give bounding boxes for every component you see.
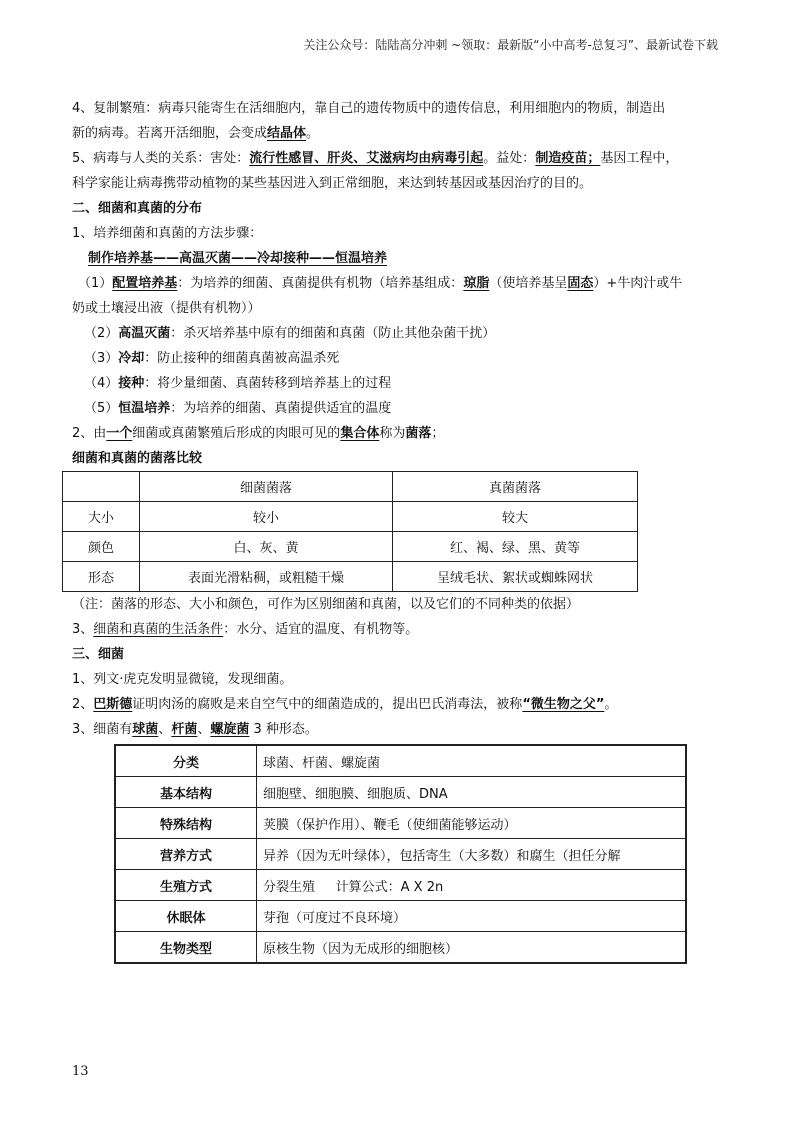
text: 。 bbox=[306, 126, 320, 141]
term-pasteur: 巴斯德 bbox=[93, 697, 133, 712]
text: 、 bbox=[158, 722, 172, 737]
term-step5: 恒温培养 bbox=[118, 401, 171, 416]
term-colony: 菌落 bbox=[405, 426, 432, 441]
table-value: 异养（因为无叶绿体），包括寄生（大多数）和腐生（担任分解 bbox=[257, 839, 687, 870]
table-value: 荚膜（保护作用）、鞭毛（使细菌能够运动） bbox=[257, 808, 687, 839]
table-key: 基本结构 bbox=[115, 777, 257, 808]
term-one: 一个 bbox=[106, 426, 133, 441]
table-value: 细胞壁、细胞膜、细胞质、DNA bbox=[257, 777, 687, 808]
virus-p4-line1: 4、复制繁殖：病毒只能寄生在活细胞内，靠自己的遗传物质中的遗传信息，利用细胞内的物质，制造出 bbox=[72, 101, 666, 116]
bacteria-p2 bbox=[72, 692, 732, 717]
text: 。 bbox=[604, 697, 618, 712]
virus-p5-line2: 科学家能让病毒携带动植物的某些基因进入到正常细胞，来达到转基因或基因治疗的目的。 bbox=[72, 176, 593, 191]
step-3 bbox=[72, 346, 732, 371]
text: （3） bbox=[84, 351, 119, 366]
table-cell: 形态 bbox=[63, 562, 140, 592]
step-4 bbox=[72, 371, 732, 396]
table-cell: 红、褐、绿、黑、黄等 bbox=[393, 532, 638, 562]
table-cell: 细菌菌落 bbox=[140, 472, 393, 502]
step-1-line1 bbox=[72, 271, 732, 296]
text: ：为培养的细菌、真菌提供适宜的温度 bbox=[170, 401, 392, 416]
section3-title: 三、细菌 bbox=[72, 647, 125, 662]
table-row bbox=[115, 839, 686, 870]
term-spirillum: 螺旋菌 bbox=[210, 722, 250, 737]
page-number: 13 bbox=[72, 1064, 89, 1079]
text: ：为培养的细菌、真菌提供有机物（培养基组成： bbox=[177, 276, 464, 291]
table-value: 球菌、杆菌、螺旋菌 bbox=[257, 745, 687, 777]
text: （2） bbox=[84, 326, 119, 341]
table-row bbox=[63, 562, 638, 592]
bacteria-p3 bbox=[72, 717, 732, 742]
table-cell: 较大 bbox=[393, 502, 638, 532]
term-crystal: 结晶体 bbox=[267, 126, 307, 141]
table-key: 生殖方式 bbox=[115, 870, 257, 901]
table-cell: 大小 bbox=[63, 502, 140, 532]
page-header: 关注公众号：陆陆高分冲刺 ~领取：最新版“小中高考-总复习”、最新试卷下载 bbox=[303, 38, 718, 52]
table-key: 生物类型 bbox=[115, 932, 257, 964]
table-header-row bbox=[63, 472, 638, 502]
table-row bbox=[63, 502, 638, 532]
text: 证明肉汤的腐败是来自空气中的细菌造成的，提出巴氏消毒法，被称 bbox=[132, 697, 523, 712]
text: 新的病毒。若离开活细胞，会变成 bbox=[72, 126, 268, 141]
colony-definition bbox=[72, 421, 732, 446]
table-cell: 呈绒毛状、絮状或蜘蛛网状 bbox=[393, 562, 638, 592]
document-body bbox=[72, 96, 732, 964]
term-step1: 配置培养基 bbox=[112, 276, 178, 291]
text: 基因工程中， bbox=[600, 151, 679, 166]
text: 3 种形态。 bbox=[249, 722, 318, 737]
virus-p5-line1 bbox=[72, 146, 732, 171]
text: 2、 bbox=[72, 697, 94, 712]
step-1-line2: 奶或土壤浸出液（提供有机物）） bbox=[72, 301, 261, 316]
colony-compare-table bbox=[62, 471, 638, 592]
table-cell: 颜色 bbox=[63, 532, 140, 562]
term-conditions: 细菌和真菌的生活条件 bbox=[93, 622, 224, 637]
table-row bbox=[115, 745, 686, 777]
text: ：水分、适宜的温度、有机物等。 bbox=[223, 622, 419, 637]
table-cell: 白、灰、黄 bbox=[140, 532, 393, 562]
term-benefit: 制造疫苗； bbox=[535, 151, 601, 166]
table-key: 营养方式 bbox=[115, 839, 257, 870]
term-group: 集合体 bbox=[340, 426, 380, 441]
text: 称为 bbox=[379, 426, 406, 441]
step-5 bbox=[72, 396, 732, 421]
text: 细菌或真菌繁殖后形成的肉眼可见的 bbox=[132, 426, 341, 441]
table-value: 芽孢（可度过不良环境） bbox=[257, 901, 687, 932]
table-row bbox=[115, 932, 686, 964]
steps-intro: 1、培养细菌和真菌的方法步骤： bbox=[72, 226, 263, 241]
text: （使培养基呈 bbox=[489, 276, 568, 291]
table-row bbox=[115, 808, 686, 839]
term-bacillus: 杆菌 bbox=[171, 722, 198, 737]
term-father: “微生物之父” bbox=[522, 697, 605, 712]
bacteria-table bbox=[114, 744, 687, 964]
steps-flow: 制作培养基——高温灭菌——冷却接种——恒温培养 bbox=[88, 251, 388, 266]
text: ：杀灭培养基中原有的细菌和真菌（防止其他杂菌干扰） bbox=[170, 326, 496, 341]
table-row bbox=[115, 901, 686, 932]
table-row bbox=[115, 777, 686, 808]
text: 2、由 bbox=[72, 426, 107, 441]
text: ：防止接种的细菌真菌被高温杀死 bbox=[144, 351, 340, 366]
text: ）+牛肉汁或牛 bbox=[593, 276, 683, 291]
section2-title: 二、细菌和真菌的分布 bbox=[72, 201, 203, 216]
term-coccus: 球菌 bbox=[132, 722, 159, 737]
term-step3: 冷却 bbox=[118, 351, 145, 366]
virus-p4-line2 bbox=[72, 121, 732, 146]
term-harm: 流行性感冒、肝炎、艾滋病均由病毒引起 bbox=[249, 151, 484, 166]
text: 5、病毒与人类的关系：害处： bbox=[72, 151, 250, 166]
living-conditions bbox=[72, 617, 732, 642]
term-step2: 高温灭菌 bbox=[118, 326, 171, 341]
table-cell: 较小 bbox=[140, 502, 393, 532]
step-2 bbox=[72, 321, 732, 346]
text: ； bbox=[431, 426, 445, 441]
text: （5） bbox=[84, 401, 119, 416]
text: 。益处： bbox=[483, 151, 536, 166]
text: 、 bbox=[197, 722, 211, 737]
table-row bbox=[63, 532, 638, 562]
text: 3、 bbox=[72, 622, 94, 637]
term-step4: 接种 bbox=[118, 376, 145, 391]
compare-title: 细菌和真菌的菌落比较 bbox=[72, 451, 203, 466]
table-row bbox=[115, 870, 686, 901]
table-key: 分类 bbox=[115, 745, 257, 777]
table-cell bbox=[63, 472, 140, 502]
text: （4） bbox=[84, 376, 119, 391]
bacteria-p1: 1、列文·虎克发明显微镜，发现细菌。 bbox=[72, 672, 293, 687]
colony-note: （注：菌落的形态、大小和颜色，可作为区别细菌和真菌，以及它们的不同种类的依据） bbox=[72, 597, 580, 612]
table-cell: 表面光滑粘稠，或粗糙干燥 bbox=[140, 562, 393, 592]
term-solid: 固态 bbox=[567, 276, 594, 291]
table-value: 分裂生殖 计算公式：A X 2n bbox=[257, 870, 687, 901]
table-value: 原核生物（因为无成形的细胞核） bbox=[257, 932, 687, 964]
table-key: 休眠体 bbox=[115, 901, 257, 932]
table-key: 特殊结构 bbox=[115, 808, 257, 839]
table-cell: 真菌菌落 bbox=[393, 472, 638, 502]
text: 3、细菌有 bbox=[72, 722, 133, 737]
text: ：将少量细菌、真菌转移到培养基上的过程 bbox=[144, 376, 392, 391]
text: （1） bbox=[78, 276, 113, 291]
term-agar: 琼脂 bbox=[463, 276, 490, 291]
